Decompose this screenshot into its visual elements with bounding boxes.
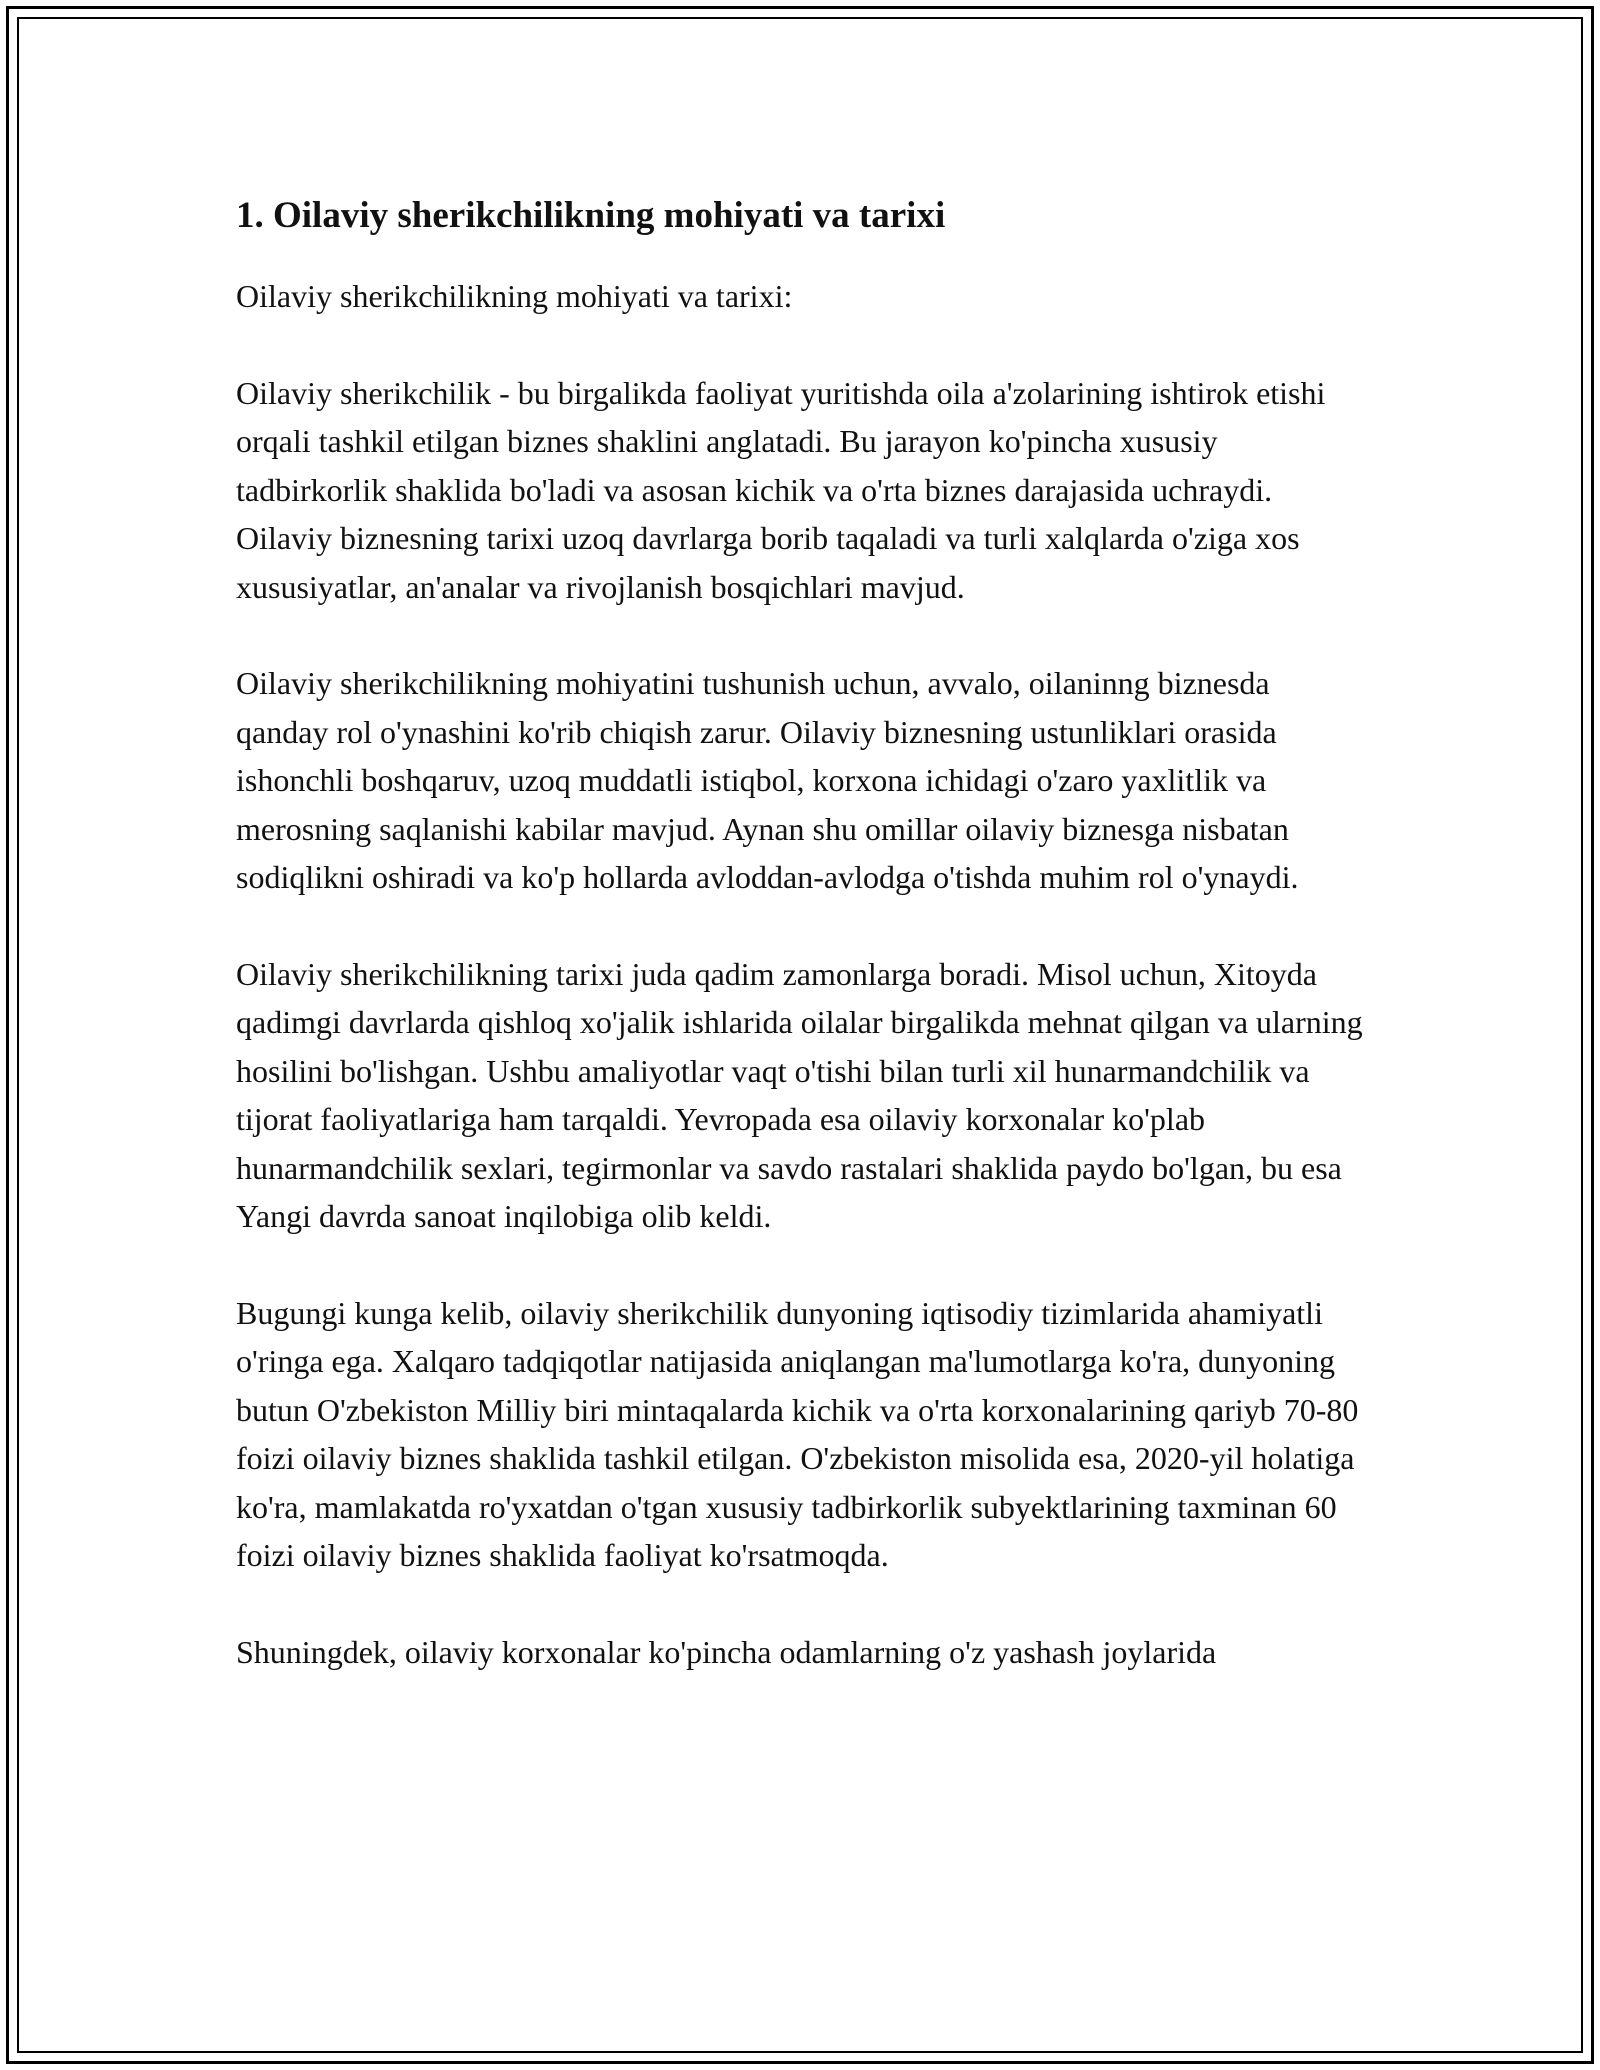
section-heading: 1. Oilaviy sherikchilikning mohiyati va tarixi xyxy=(236,195,946,236)
paragraph-essence: Oilaviy sherikchilikning mohiyatini tushunish uchun, avvalo, oilaninng biznesda qanday rol o'ynashini ko'rib chiqish zarur. Oilaviy biznesning ustunliklari orasida ishonchli boshqaruv, uzoq muddatli istiqbol, korxona ichidagi o'zaro yaxlitlik va merosning saqlanishi kabilar mavjud. Aynan shu omillar oilaviy biznesga nisbatan sodiqlikni oshiradi va ko'p hollarda avloddan-avlodga o'tishda muhim rol o'ynaydi. xyxy=(236,665,1299,895)
paragraph-today: Bugungi kunga kelib, oilaviy sherikchilik dunyoning iqtisodiy tizimlarida ahamiyatli o'ringa ega. Xalqaro tadqiqotlar natijasida aniqlangan ma'lumotlarga ko'ra, dunyoning butun O'zbekiston Milliy biri mintaqalarda kichik va o'rta korxonalarining qariyb 70-80 foizi oilaviy biznes shaklida tashkil etilgan. O'zbekiston misolida esa, 2020-yil holatiga ko'ra, mamlakatda ro'yxatdan o'tgan xususiy tadbirkorlik subyektlarining taxminan 60 foizi oilaviy biznes shaklida faoliyat ko'rsatmoqda. xyxy=(236,1294,1359,1573)
paragraph-history: Oilaviy sherikchilikning tarixi juda qadim zamonlarga boradi. Misol uchun, Xitoyda qadimgi davrlarda qishloq xo'jalik ishlarida oilalar birgalikda mehnat qilgan va ularning hosilini bo'lishgan. Ushbu amaliyotlar vaqt o'tishi bilan turli xil hunarmandchilik va tijorat faoliyatlariga ham tarqaldi. Yevropada esa oilaviy korxonalar ko'plab hunarmandchilik sexlari, tegirmonlar va savdo rastalari shaklida paydo bo'lgan, bu esa Yangi davrda sanoat inqilobiga olib keldi. xyxy=(236,955,1363,1234)
paragraph-definition: Oilaviy sherikchilik - bu birgalikda faoliyat yuritishda oila a'zolarining ishtirok etishi orqali tashkil etilgan biznes shaklini anglatadi. Bu jarayon ko'pincha xususiy tadbirkorlik shaklida bo'ladi va asosan kichik va o'rta biznes darajasida uchraydi. Oilaviy biznesning tarixi uzoq davrlarga borib taqaladi va turli xalqlarda o'ziga xos xususiyatlar, an'analar va rivojlanish bosqichlari mavjud. xyxy=(236,374,1326,605)
document-body xyxy=(236,188,1366,1724)
intro-line: Oilaviy sherikchilikning mohiyati va tarixi: xyxy=(236,278,793,314)
paragraph-continued: Shuningdek, oilaviy korxonalar ko'pincha odamlarning o'z yashash joylarida xyxy=(236,1633,1217,1670)
